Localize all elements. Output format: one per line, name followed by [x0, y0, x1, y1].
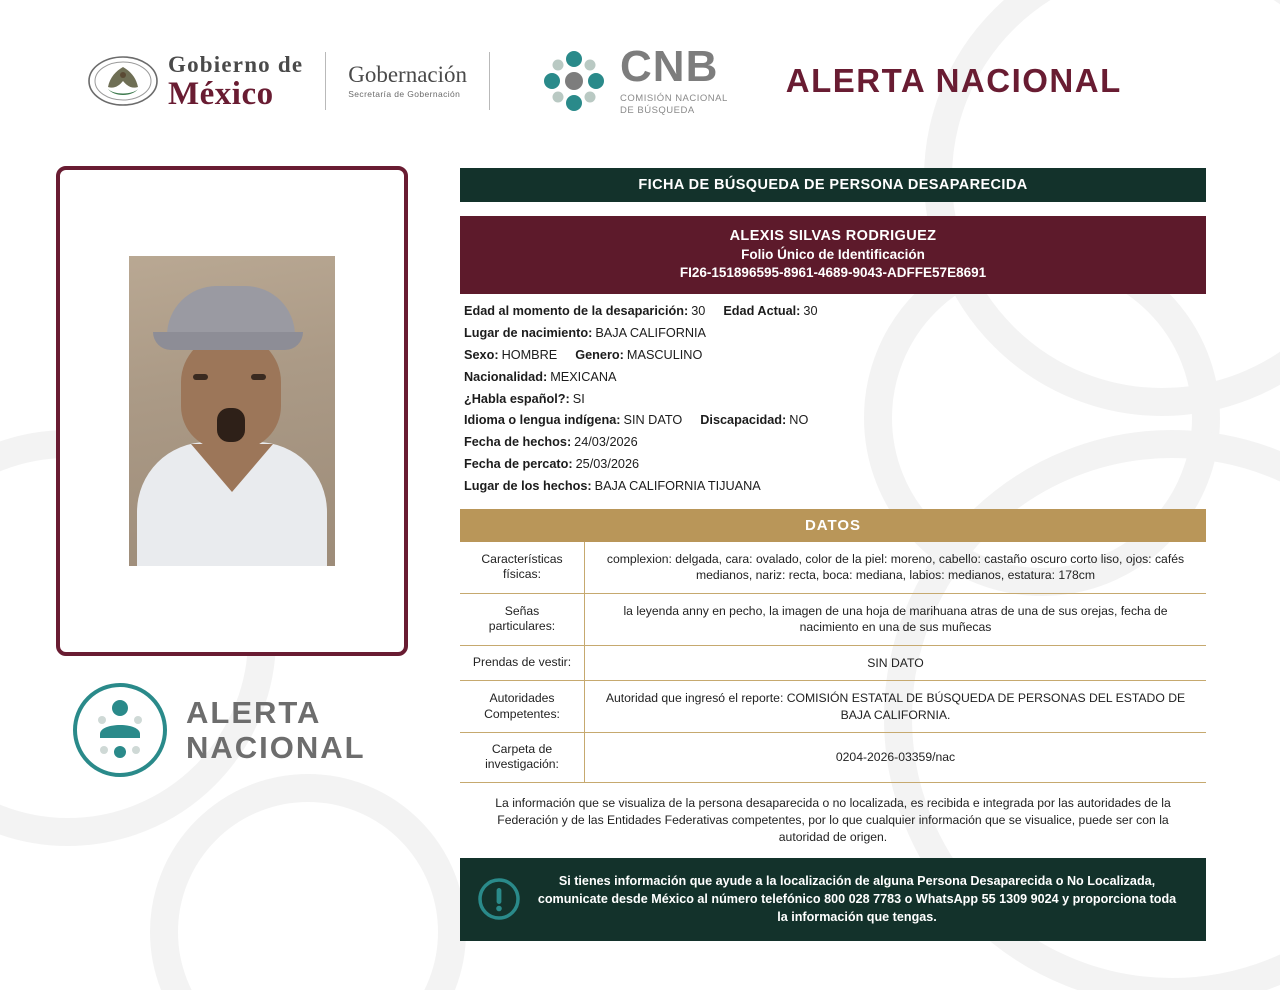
table-row	[460, 733, 1206, 783]
field-row	[464, 304, 1206, 320]
gobierno-wordmark	[168, 51, 303, 111]
table-row	[460, 542, 1206, 593]
alerta-nacional-title: ALERTA NACIONAL	[785, 62, 1122, 99]
page-header	[0, 0, 1280, 116]
photo-frame	[56, 166, 408, 656]
datos-row-value: Autoridad que ingresó el reporte: COMISIÓN ESTATAL DE BÚSQUEDA DE PERSONAS DEL ESTADO DE BAJA CALIFORNIA.	[585, 681, 1207, 733]
field-value: NO	[789, 413, 809, 428]
field-label: Genero:	[575, 347, 624, 362]
datos-row-key: Prendas de vestir:	[460, 645, 585, 680]
badge-line-1: ALERTA	[186, 695, 322, 730]
contact-bar	[460, 858, 1206, 941]
folio-value: FI26-151896595-8961-4689-9043-ADFFE57E8691	[679, 265, 987, 280]
field-value: 25/03/2026	[575, 457, 640, 472]
person-fields	[460, 294, 1206, 509]
header-divider-2	[489, 52, 490, 110]
field-value: MEXICANA	[550, 369, 617, 384]
datos-section-title: DATOS	[460, 509, 1206, 542]
alerta-nacional-seal-icon	[72, 682, 168, 778]
field-row	[464, 435, 1206, 451]
datos-row-key: Características físicas:	[460, 542, 585, 593]
datos-row-key: Señas particulares:	[460, 593, 585, 645]
table-row	[460, 593, 1206, 645]
disclaimer-text: La información que se visualiza de la persona desaparecida o no localizada, es recibida e integrada por las autoridades de la Federación y de las Entidades Federativas competentes, por lo que cualquier información que se visualice, puede ser con la autoridad de origen.	[495, 795, 1171, 844]
field-label: Edad al momento de la desaparición:	[464, 304, 689, 318]
secretaria-line1: Gobernación	[348, 62, 468, 88]
field-row	[464, 370, 1206, 386]
table-row	[460, 645, 1206, 680]
right-column	[460, 168, 1206, 941]
cnb-subtitle	[620, 93, 728, 118]
field-value: 30	[803, 304, 818, 318]
header-divider	[325, 52, 326, 110]
field-value: SI	[572, 391, 585, 406]
secretaria-line2: Secretaría de Gobernación	[348, 89, 461, 100]
cnb-acronym: CNB	[620, 41, 719, 91]
contact-text: Si tienes información que ayude a la localización de alguna Persona Desaparecida o No Localizada, comunicate desde México al número telefónico 800 028 7783 o WhatsApp 55 1309 9024 y proporciona toda la información que tengas.	[537, 873, 1177, 925]
datos-row-value: 0204-2026-03359/nac	[585, 733, 1207, 783]
field-value: SIN DATO	[623, 413, 683, 428]
datos-row-value: la leyenda anny en pecho, la imagen de una hoja de marihuana atras de una de sus orejas, fecha de nacimiento en una de sus muñecas	[585, 593, 1207, 645]
cnb-brand	[538, 41, 728, 118]
field-label: Lugar de los hechos:	[464, 479, 592, 493]
exclamation-icon	[478, 878, 520, 920]
field-row	[464, 392, 1206, 408]
field-label: Lugar de nacimiento:	[464, 325, 593, 340]
field-row	[464, 457, 1206, 473]
field-label: Nacionalidad:	[464, 369, 548, 384]
datos-row-key: Autoridades Competentes:	[460, 681, 585, 733]
datos-table	[460, 542, 1206, 783]
field-label: Fecha de hechos:	[464, 435, 572, 450]
cnb-subtitle-line1: COMISIÓN NACIONAL	[620, 92, 728, 104]
cnb-logo-icon	[538, 45, 610, 117]
left-column	[56, 166, 408, 778]
field-label: ¿Habla español?:	[464, 391, 570, 406]
person-name-block	[460, 216, 1206, 294]
alerta-nacional-badge	[56, 682, 408, 778]
field-value: 24/03/2026	[574, 435, 638, 450]
field-row	[464, 326, 1206, 342]
datos-row-key: Carpeta de investigación:	[460, 733, 585, 783]
person-photo	[129, 256, 335, 566]
field-value: 30	[691, 304, 706, 318]
field-value: BAJA CALIFORNIA	[595, 325, 707, 340]
table-row	[460, 681, 1206, 733]
field-label: Edad Actual:	[723, 304, 801, 318]
field-row	[464, 348, 1206, 364]
field-value: BAJA CALIFORNIA TIJUANA	[594, 479, 761, 493]
field-label: Idioma o lengua indígena:	[464, 413, 621, 428]
national-emblem-icon	[86, 55, 160, 107]
field-row	[464, 413, 1206, 429]
cnb-subtitle-line2: DE BÚSQUEDA	[620, 105, 695, 116]
datos-row-value: complexion: delgada, cara: ovalado, color de la piel: moreno, cabello: castaño oscuro corto liso, ojos: cafés medianos, nariz: recta, boca: mediana, labios: medianos, estatura: 178cm	[585, 542, 1207, 593]
field-label: Sexo:	[464, 347, 499, 362]
ficha-banner: FICHA DE BÚSQUEDA DE PERSONA DESAPARECIDA	[460, 168, 1206, 202]
field-value: MASCULINO	[626, 347, 703, 362]
field-label: Fecha de percato:	[464, 457, 573, 472]
datos-row-value: SIN DATO	[585, 645, 1207, 680]
gobierno-line2: México	[168, 76, 274, 112]
field-value: HOMBRE	[501, 347, 558, 362]
gobierno-line1: Gobierno de	[168, 52, 304, 77]
field-row	[464, 479, 1206, 495]
badge-line-2: NACIONAL	[186, 730, 366, 765]
folio-label: Folio Único de Identificación	[741, 247, 925, 262]
person-name: ALEXIS SILVAS RODRIGUEZ	[729, 228, 937, 244]
secretaria-wordmark	[348, 63, 467, 99]
field-label: Discapacidad:	[700, 413, 787, 428]
